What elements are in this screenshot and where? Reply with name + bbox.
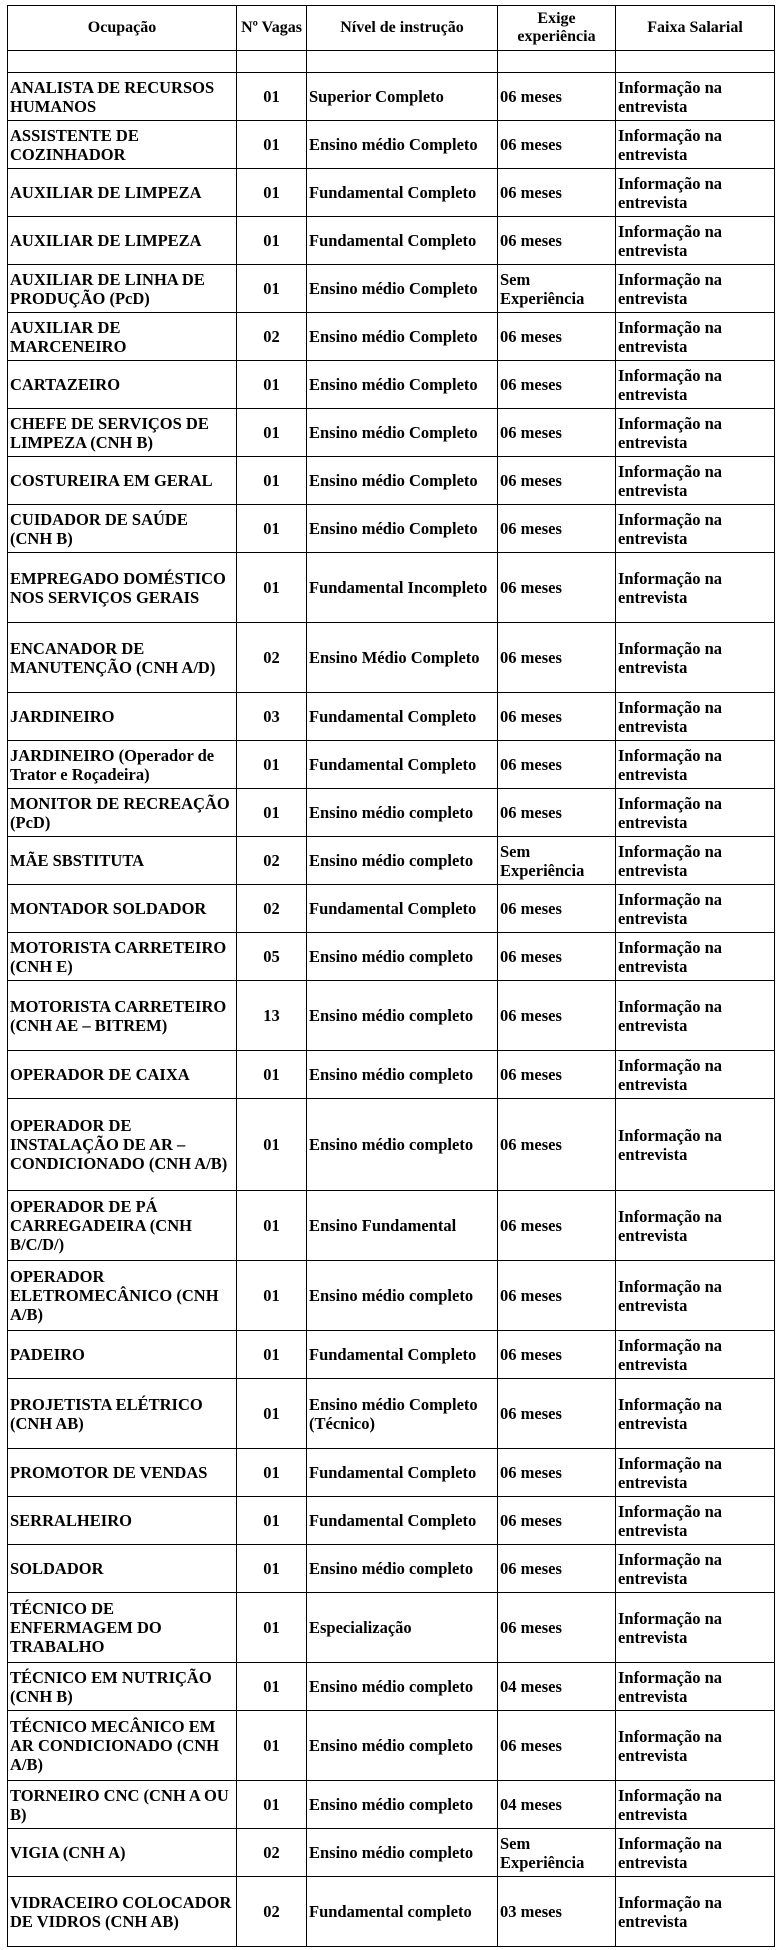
cell-salario: Informação na entrevista bbox=[616, 885, 775, 933]
cell-ocupacao: ENCANADOR DE MANUTENÇÃO (CNH A/D) bbox=[8, 623, 237, 693]
cell-salario: Informação na entrevista bbox=[616, 837, 775, 885]
cell-experiencia: 06 meses bbox=[498, 169, 616, 217]
cell-nivel: Ensino médio completo bbox=[307, 933, 498, 981]
cell-ocupacao: AUXILIAR DE LINHA DE PRODUÇÃO (PcD) bbox=[8, 265, 237, 313]
cell-experiencia: 06 meses bbox=[498, 361, 616, 409]
cell-ocupacao: EMPREGADO DOMÉSTICO NOS SERVIÇOS GERAIS bbox=[8, 553, 237, 623]
cell-nivel: Ensino médio Completo bbox=[307, 361, 498, 409]
table-row bbox=[8, 265, 775, 313]
cell-experiencia: Sem Experiência bbox=[498, 1829, 616, 1877]
cell-nivel: Ensino médio completo bbox=[307, 1663, 498, 1711]
cell-salario: Informação na entrevista bbox=[616, 933, 775, 981]
table-row bbox=[8, 73, 775, 121]
cell-salario: Informação na entrevista bbox=[616, 361, 775, 409]
cell-salario: Informação na entrevista bbox=[616, 623, 775, 693]
table-row bbox=[8, 837, 775, 885]
cell-nivel: Ensino médio Completo bbox=[307, 409, 498, 457]
cell-vagas: 05 bbox=[237, 933, 307, 981]
cell-vagas: 02 bbox=[237, 1829, 307, 1877]
cell-salario: Informação na entrevista bbox=[616, 1191, 775, 1261]
cell-nivel: Ensino médio Completo bbox=[307, 265, 498, 313]
cell-experiencia: 06 meses bbox=[498, 885, 616, 933]
cell-salario: Informação na entrevista bbox=[616, 1545, 775, 1593]
cell-nivel: Fundamental Completo bbox=[307, 1331, 498, 1379]
table-row bbox=[8, 885, 775, 933]
cell-experiencia: 04 meses bbox=[498, 1663, 616, 1711]
cell-vagas: 01 bbox=[237, 1781, 307, 1829]
cell-nivel: Ensino médio completo bbox=[307, 1051, 498, 1099]
cell-nivel: Ensino médio completo bbox=[307, 1829, 498, 1877]
cell-vagas: 01 bbox=[237, 505, 307, 553]
cell-salario: Informação na entrevista bbox=[616, 505, 775, 553]
cell-vagas: 01 bbox=[237, 73, 307, 121]
cell-nivel: Superior Completo bbox=[307, 73, 498, 121]
table-row bbox=[8, 789, 775, 837]
cell-salario: Informação na entrevista bbox=[616, 1051, 775, 1099]
cell-vagas: 02 bbox=[237, 837, 307, 885]
cell-nivel: Fundamental Completo bbox=[307, 693, 498, 741]
cell-vagas: 01 bbox=[237, 1051, 307, 1099]
cell-nivel: Ensino médio completo bbox=[307, 981, 498, 1051]
table-row bbox=[8, 981, 775, 1051]
cell-experiencia: 06 meses bbox=[498, 1331, 616, 1379]
cell-vagas: 01 bbox=[237, 789, 307, 837]
cell-vagas: 01 bbox=[237, 741, 307, 789]
cell-nivel: Ensino médio Completo (Técnico) bbox=[307, 1379, 498, 1449]
cell-experiencia: 06 meses bbox=[498, 741, 616, 789]
cell-vagas: 02 bbox=[237, 1877, 307, 1947]
table-row bbox=[8, 623, 775, 693]
table-row bbox=[8, 1781, 775, 1829]
cell-ocupacao: AUXILIAR DE LIMPEZA bbox=[8, 217, 237, 265]
cell-ocupacao: TÉCNICO DE ENFERMAGEM DO TRABALHO bbox=[8, 1593, 237, 1663]
cell-ocupacao: JARDINEIRO bbox=[8, 693, 237, 741]
cell-salario: Informação na entrevista bbox=[616, 553, 775, 623]
cell-salario: Informação na entrevista bbox=[616, 217, 775, 265]
cell-experiencia: 06 meses bbox=[498, 981, 616, 1051]
table-row bbox=[8, 1449, 775, 1497]
cell-vagas: 01 bbox=[237, 1663, 307, 1711]
cell-nivel: Ensino médio Completo bbox=[307, 313, 498, 361]
cell-ocupacao: MOTORISTA CARRETEIRO (CNH E) bbox=[8, 933, 237, 981]
table-row bbox=[8, 1877, 775, 1947]
cell-experiencia: Sem Experiência bbox=[498, 265, 616, 313]
cell-vagas: 01 bbox=[237, 1545, 307, 1593]
table-row bbox=[8, 553, 775, 623]
cell-experiencia: 06 meses bbox=[498, 1593, 616, 1663]
cell-vagas: 01 bbox=[237, 1593, 307, 1663]
cell-nivel: Fundamental Completo bbox=[307, 1497, 498, 1545]
cell-salario: Informação na entrevista bbox=[616, 409, 775, 457]
cell-salario: Informação na entrevista bbox=[616, 1663, 775, 1711]
cell-salario: Informação na entrevista bbox=[616, 693, 775, 741]
cell-nivel: Fundamental Completo bbox=[307, 1449, 498, 1497]
cell-ocupacao: AUXILIAR DE LIMPEZA bbox=[8, 169, 237, 217]
table-row bbox=[8, 1099, 775, 1191]
cell-nivel: Ensino médio completo bbox=[307, 1711, 498, 1781]
cell-vagas: 01 bbox=[237, 1099, 307, 1191]
cell-salario: Informação na entrevista bbox=[616, 1781, 775, 1829]
cell-nivel: Ensino Fundamental bbox=[307, 1191, 498, 1261]
table-row bbox=[8, 1497, 775, 1545]
cell-experiencia: 06 meses bbox=[498, 1379, 616, 1449]
header-vagas: Nº Vagas bbox=[237, 6, 307, 51]
cell-vagas: 01 bbox=[237, 1449, 307, 1497]
cell-vagas: 02 bbox=[237, 885, 307, 933]
cell-ocupacao: CUIDADOR DE SAÚDE (CNH B) bbox=[8, 505, 237, 553]
header-salario: Faixa Salarial bbox=[616, 6, 775, 51]
table-row bbox=[8, 313, 775, 361]
cell-experiencia: 06 meses bbox=[498, 457, 616, 505]
cell-nivel: Fundamental Completo bbox=[307, 885, 498, 933]
cell-ocupacao: MONTADOR SOLDADOR bbox=[8, 885, 237, 933]
cell-salario: Informação na entrevista bbox=[616, 1449, 775, 1497]
cell-salario: Informação na entrevista bbox=[616, 1711, 775, 1781]
cell-vagas: 01 bbox=[237, 169, 307, 217]
cell-salario: Informação na entrevista bbox=[616, 457, 775, 505]
cell-ocupacao: OPERADOR DE PÁ CARREGADEIRA (CNH B/C/D/) bbox=[8, 1191, 237, 1261]
cell-nivel: Ensino médio Completo bbox=[307, 457, 498, 505]
cell-experiencia: 06 meses bbox=[498, 313, 616, 361]
cell-nivel: Ensino médio Completo bbox=[307, 121, 498, 169]
cell-nivel: Ensino médio completo bbox=[307, 1261, 498, 1331]
cell-experiencia: 06 meses bbox=[498, 217, 616, 265]
cell-salario: Informação na entrevista bbox=[616, 1829, 775, 1877]
cell-nivel: Ensino médio completo bbox=[307, 837, 498, 885]
table-row bbox=[8, 217, 775, 265]
cell-experiencia: 06 meses bbox=[498, 121, 616, 169]
cell-salario: Informação na entrevista bbox=[616, 73, 775, 121]
cell-nivel: Ensino médio completo bbox=[307, 1545, 498, 1593]
cell-experiencia: 06 meses bbox=[498, 693, 616, 741]
cell-vagas: 01 bbox=[237, 553, 307, 623]
cell-nivel: Ensino médio completo bbox=[307, 1099, 498, 1191]
table-row bbox=[8, 1545, 775, 1593]
table-row bbox=[8, 169, 775, 217]
cell-nivel: Ensino médio Completo bbox=[307, 505, 498, 553]
table-row bbox=[8, 1829, 775, 1877]
cell-experiencia: 06 meses bbox=[498, 505, 616, 553]
cell-salario: Informação na entrevista bbox=[616, 1497, 775, 1545]
cell-ocupacao: PROJETISTA ELÉTRICO (CNH AB) bbox=[8, 1379, 237, 1449]
cell-ocupacao: OPERADOR DE INSTALAÇÃO DE AR – CONDICIONADO (CNH A/B) bbox=[8, 1099, 237, 1191]
cell-experiencia: 06 meses bbox=[498, 933, 616, 981]
spacer-row bbox=[8, 51, 775, 73]
cell-vagas: 01 bbox=[237, 265, 307, 313]
cell-nivel: Especialização bbox=[307, 1593, 498, 1663]
cell-vagas: 01 bbox=[237, 1331, 307, 1379]
table-row bbox=[8, 1593, 775, 1663]
cell-experiencia: 06 meses bbox=[498, 1497, 616, 1545]
cell-salario: Informação na entrevista bbox=[616, 121, 775, 169]
cell-nivel: Fundamental completo bbox=[307, 1877, 498, 1947]
cell-salario: Informação na entrevista bbox=[616, 265, 775, 313]
table-row bbox=[8, 1663, 775, 1711]
cell-ocupacao: CARTAZEIRO bbox=[8, 361, 237, 409]
table-row bbox=[8, 1711, 775, 1781]
cell-salario: Informação na entrevista bbox=[616, 1593, 775, 1663]
cell-experiencia: 06 meses bbox=[498, 553, 616, 623]
table-row bbox=[8, 933, 775, 981]
cell-vagas: 13 bbox=[237, 981, 307, 1051]
cell-experiencia: 06 meses bbox=[498, 623, 616, 693]
cell-experiencia: 06 meses bbox=[498, 1261, 616, 1331]
table-row bbox=[8, 693, 775, 741]
cell-salario: Informação na entrevista bbox=[616, 1877, 775, 1947]
cell-ocupacao: SOLDADOR bbox=[8, 1545, 237, 1593]
cell-ocupacao: TORNEIRO CNC (CNH A OU B) bbox=[8, 1781, 237, 1829]
cell-vagas: 02 bbox=[237, 623, 307, 693]
cell-ocupacao: SERRALHEIRO bbox=[8, 1497, 237, 1545]
cell-ocupacao: VIDRACEIRO COLOCADOR DE VIDROS (CNH AB) bbox=[8, 1877, 237, 1947]
cell-experiencia: 06 meses bbox=[498, 1711, 616, 1781]
cell-nivel: Fundamental Completo bbox=[307, 169, 498, 217]
cell-salario: Informação na entrevista bbox=[616, 981, 775, 1051]
header-experiencia: Exige experiência bbox=[498, 6, 616, 51]
cell-vagas: 03 bbox=[237, 693, 307, 741]
cell-nivel: Ensino médio completo bbox=[307, 1781, 498, 1829]
cell-experiencia: 03 meses bbox=[498, 1877, 616, 1947]
cell-ocupacao: PROMOTOR DE VENDAS bbox=[8, 1449, 237, 1497]
vacancy-table bbox=[7, 5, 775, 1947]
table-row bbox=[8, 1191, 775, 1261]
cell-vagas: 01 bbox=[237, 217, 307, 265]
cell-ocupacao: TÉCNICO MECÂNICO EM AR CONDICIONADO (CNH A/B) bbox=[8, 1711, 237, 1781]
cell-ocupacao: CHEFE DE SERVIÇOS DE LIMPEZA (CNH B) bbox=[8, 409, 237, 457]
cell-ocupacao: ASSISTENTE DE COZINHADOR bbox=[8, 121, 237, 169]
cell-vagas: 01 bbox=[237, 1191, 307, 1261]
cell-salario: Informação na entrevista bbox=[616, 169, 775, 217]
cell-experiencia: 06 meses bbox=[498, 1099, 616, 1191]
cell-experiencia: 06 meses bbox=[498, 1191, 616, 1261]
cell-ocupacao: COSTUREIRA EM GERAL bbox=[8, 457, 237, 505]
cell-salario: Informação na entrevista bbox=[616, 789, 775, 837]
cell-salario: Informação na entrevista bbox=[616, 741, 775, 789]
cell-ocupacao: AUXILIAR DE MARCENEIRO bbox=[8, 313, 237, 361]
table-row bbox=[8, 361, 775, 409]
cell-nivel: Fundamental Completo bbox=[307, 741, 498, 789]
cell-vagas: 01 bbox=[237, 457, 307, 505]
cell-ocupacao: ANALISTA DE RECURSOS HUMANOS bbox=[8, 73, 237, 121]
cell-ocupacao: TÉCNICO EM NUTRIÇÃO (CNH B) bbox=[8, 1663, 237, 1711]
table-row bbox=[8, 1379, 775, 1449]
cell-experiencia: 04 meses bbox=[498, 1781, 616, 1829]
table-row bbox=[8, 1331, 775, 1379]
header-nivel: Nível de instrução bbox=[307, 6, 498, 51]
cell-ocupacao: OPERADOR ELETROMECÂNICO (CNH A/B) bbox=[8, 1261, 237, 1331]
cell-nivel: Fundamental Completo bbox=[307, 217, 498, 265]
table-row bbox=[8, 741, 775, 789]
cell-vagas: 01 bbox=[237, 409, 307, 457]
table-row bbox=[8, 457, 775, 505]
cell-ocupacao: MÃE SBSTITUTA bbox=[8, 837, 237, 885]
cell-experiencia: 06 meses bbox=[498, 789, 616, 837]
cell-nivel: Ensino médio completo bbox=[307, 789, 498, 837]
cell-ocupacao: MOTORISTA CARRETEIRO (CNH AE – BITREM) bbox=[8, 981, 237, 1051]
cell-ocupacao: PADEIRO bbox=[8, 1331, 237, 1379]
cell-experiencia: Sem Experiência bbox=[498, 837, 616, 885]
table-row bbox=[8, 505, 775, 553]
cell-salario: Informação na entrevista bbox=[616, 313, 775, 361]
cell-experiencia: 06 meses bbox=[498, 1545, 616, 1593]
cell-salario: Informação na entrevista bbox=[616, 1379, 775, 1449]
cell-ocupacao: VIGIA (CNH A) bbox=[8, 1829, 237, 1877]
cell-nivel: Ensino Médio Completo bbox=[307, 623, 498, 693]
cell-vagas: 01 bbox=[237, 361, 307, 409]
cell-experiencia: 06 meses bbox=[498, 73, 616, 121]
table-row bbox=[8, 1051, 775, 1099]
cell-vagas: 01 bbox=[237, 121, 307, 169]
cell-salario: Informação na entrevista bbox=[616, 1099, 775, 1191]
cell-vagas: 01 bbox=[237, 1261, 307, 1331]
table-row bbox=[8, 409, 775, 457]
table-row bbox=[8, 1261, 775, 1331]
header-ocupacao: Ocupação bbox=[8, 6, 237, 51]
cell-vagas: 01 bbox=[237, 1497, 307, 1545]
cell-nivel: Fundamental Incompleto bbox=[307, 553, 498, 623]
cell-salario: Informação na entrevista bbox=[616, 1331, 775, 1379]
cell-ocupacao: JARDINEIRO (Operador de Trator e Roçadeira) bbox=[8, 741, 237, 789]
cell-vagas: 01 bbox=[237, 1711, 307, 1781]
table-row bbox=[8, 121, 775, 169]
cell-experiencia: 06 meses bbox=[498, 1449, 616, 1497]
cell-vagas: 02 bbox=[237, 313, 307, 361]
cell-salario: Informação na entrevista bbox=[616, 1261, 775, 1331]
cell-experiencia: 06 meses bbox=[498, 1051, 616, 1099]
header-row bbox=[8, 6, 775, 51]
cell-vagas: 01 bbox=[237, 1379, 307, 1449]
cell-experiencia: 06 meses bbox=[498, 409, 616, 457]
cell-ocupacao: MONITOR DE RECREAÇÃO (PcD) bbox=[8, 789, 237, 837]
cell-ocupacao: OPERADOR DE CAIXA bbox=[8, 1051, 237, 1099]
